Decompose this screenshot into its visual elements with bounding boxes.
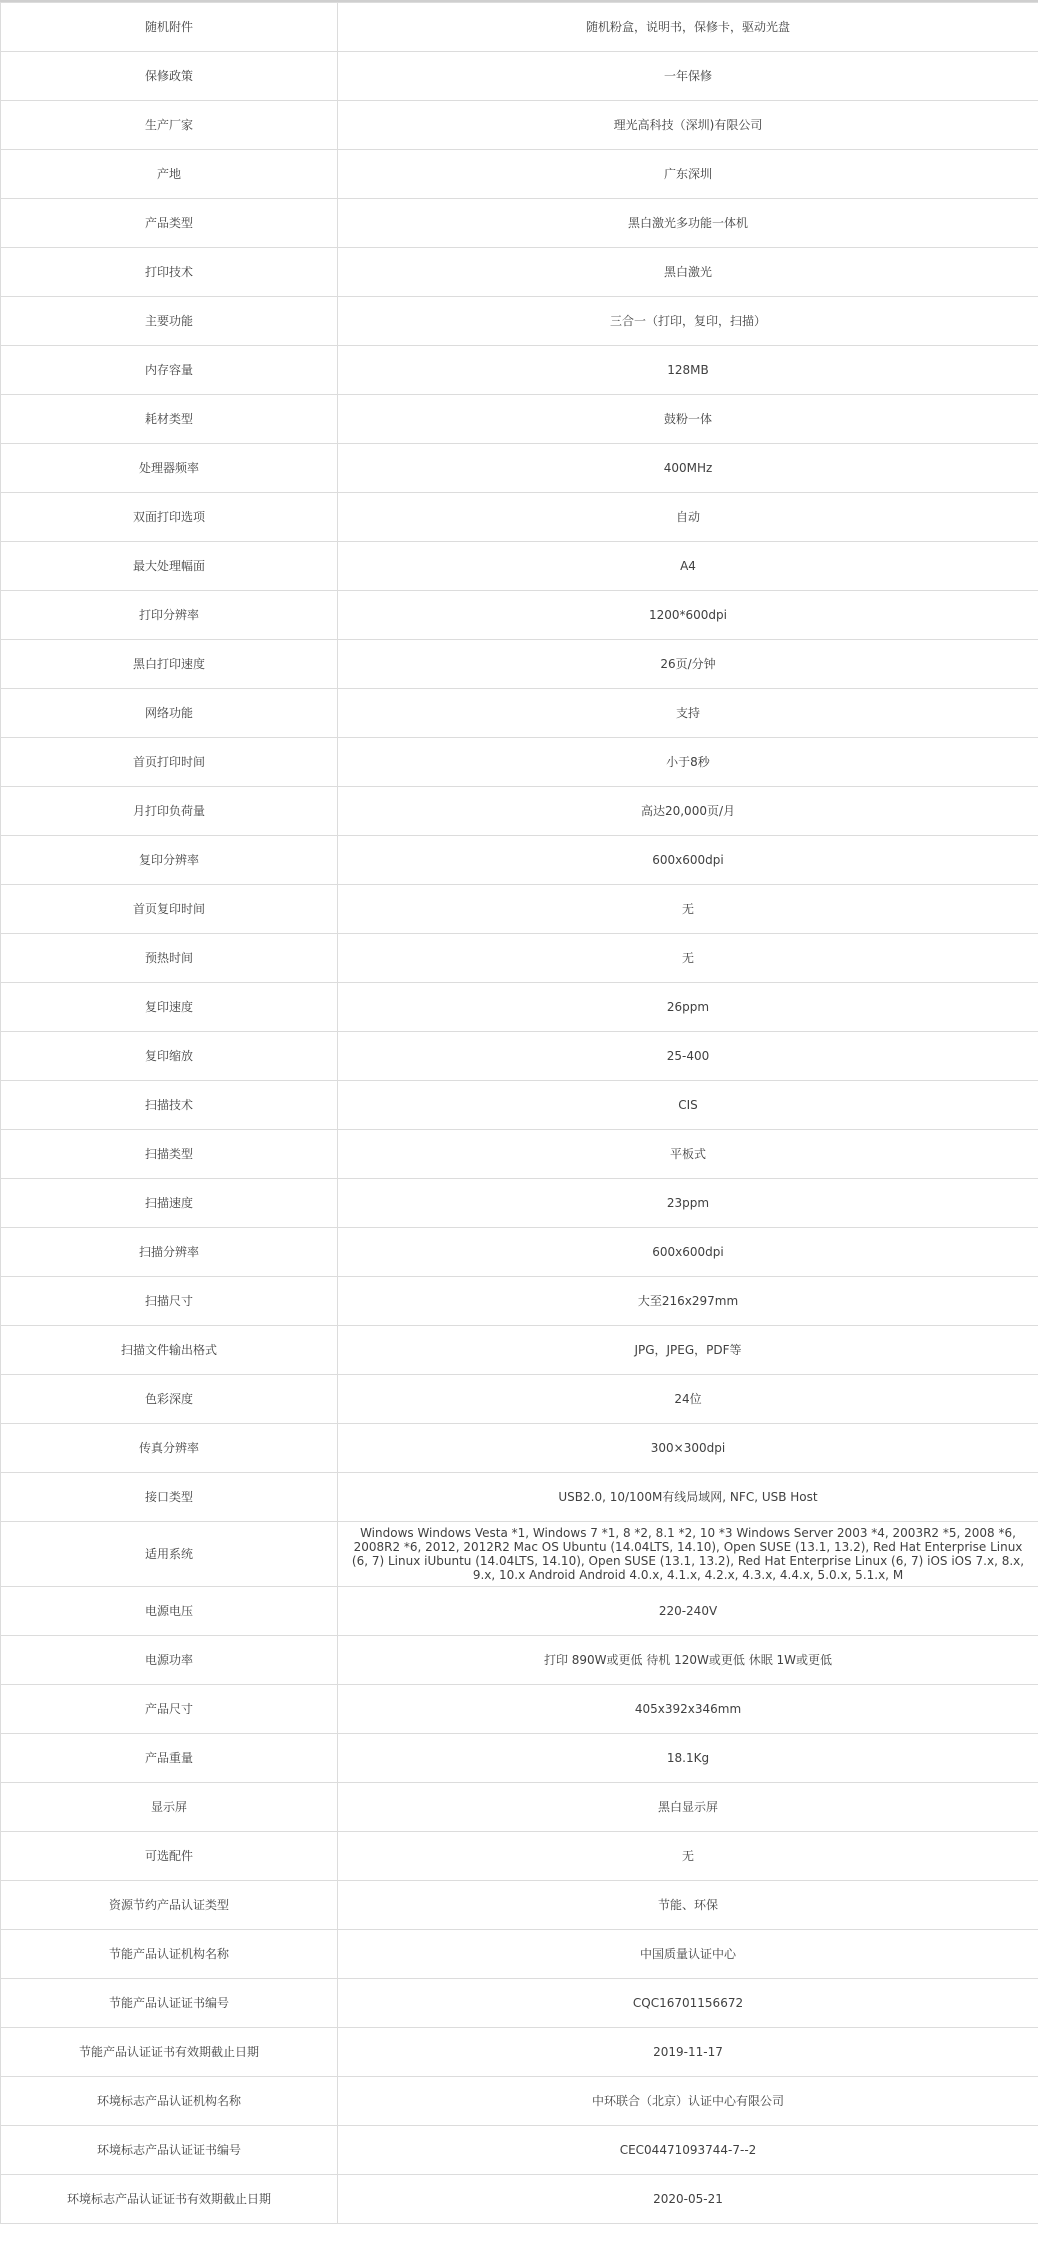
spec-value: 一年保修 (338, 52, 1038, 101)
spec-value: 支持 (338, 689, 1038, 738)
table-row (1, 1881, 1038, 1930)
spec-value: 黑白激光 (338, 248, 1038, 297)
table-row (1, 934, 1038, 983)
table-row (1, 1375, 1038, 1424)
spec-value: 随机粉盒，说明书，保修卡，驱动光盘 (338, 3, 1038, 52)
spec-label: 首页复印时间 (1, 885, 338, 934)
spec-label: 扫描类型 (1, 1130, 338, 1179)
table-row (1, 1522, 1038, 1587)
spec-label: 生产厂家 (1, 101, 338, 150)
spec-label: 电源电压 (1, 1587, 338, 1636)
table-row (1, 1228, 1038, 1277)
table-row (1, 2126, 1038, 2175)
table-row (1, 787, 1038, 836)
spec-value: 广东深圳 (338, 150, 1038, 199)
spec-value: 自动 (338, 493, 1038, 542)
spec-value: 2020-05-21 (338, 2175, 1038, 2224)
spec-label: 节能产品认证证书有效期截止日期 (1, 2028, 338, 2077)
spec-label: 复印分辨率 (1, 836, 338, 885)
spec-value: 18.1Kg (338, 1734, 1038, 1783)
table-row (1, 1636, 1038, 1685)
spec-label: 黑白打印速度 (1, 640, 338, 689)
table-row (1, 1277, 1038, 1326)
table-row (1, 640, 1038, 689)
spec-value: CIS (338, 1081, 1038, 1130)
spec-label: 环境标志产品认证机构名称 (1, 2077, 338, 2126)
table-row (1, 199, 1038, 248)
spec-label: 产地 (1, 150, 338, 199)
spec-label: 资源节约产品认证类型 (1, 1881, 338, 1930)
spec-label: 复印缩放 (1, 1032, 338, 1081)
spec-value: 300×300dpi (338, 1424, 1038, 1473)
spec-value: CEC04471093744-7--2 (338, 2126, 1038, 2175)
spec-value: 高达20,000页/月 (338, 787, 1038, 836)
table-row (1, 1587, 1038, 1636)
spec-value: 平板式 (338, 1130, 1038, 1179)
spec-value: 无 (338, 885, 1038, 934)
spec-label: 环境标志产品认证证书编号 (1, 2126, 338, 2175)
spec-value: 24位 (338, 1375, 1038, 1424)
spec-value: 大至216x297mm (338, 1277, 1038, 1326)
spec-label: 最大处理幅面 (1, 542, 338, 591)
spec-label: 耗材类型 (1, 395, 338, 444)
table-row (1, 2028, 1038, 2077)
table-row (1, 1979, 1038, 2028)
table-row (1, 1032, 1038, 1081)
spec-label: 打印技术 (1, 248, 338, 297)
table-row (1, 1832, 1038, 1881)
table-row (1, 52, 1038, 101)
table-row (1, 689, 1038, 738)
spec-value: 无 (338, 934, 1038, 983)
spec-value: 三合一（打印，复印，扫描） (338, 297, 1038, 346)
spec-value: 小于8秒 (338, 738, 1038, 787)
table-row (1, 2175, 1038, 2224)
spec-label: 预热时间 (1, 934, 338, 983)
spec-value: 23ppm (338, 1179, 1038, 1228)
spec-value: 600x600dpi (338, 1228, 1038, 1277)
spec-label: 复印速度 (1, 983, 338, 1032)
spec-label: 传真分辨率 (1, 1424, 338, 1473)
spec-value: 黑白激光多功能一体机 (338, 199, 1038, 248)
spec-label: 双面打印选项 (1, 493, 338, 542)
spec-label: 打印分辨率 (1, 591, 338, 640)
table-row (1, 1783, 1038, 1832)
spec-value: CQC16701156672 (338, 1979, 1038, 2028)
spec-label: 扫描分辨率 (1, 1228, 338, 1277)
spec-value: 220-240V (338, 1587, 1038, 1636)
table-row (1, 1424, 1038, 1473)
table-row (1, 444, 1038, 493)
spec-value: A4 (338, 542, 1038, 591)
spec-label: 扫描文件输出格式 (1, 1326, 338, 1375)
table-row (1, 297, 1038, 346)
spec-value: 2019-11-17 (338, 2028, 1038, 2077)
table-row (1, 150, 1038, 199)
spec-value: 26ppm (338, 983, 1038, 1032)
table-row (1, 1734, 1038, 1783)
spec-value: 128MB (338, 346, 1038, 395)
table-row (1, 493, 1038, 542)
spec-value: 1200*600dpi (338, 591, 1038, 640)
spec-table (0, 2, 1038, 2224)
table-row (1, 346, 1038, 395)
table-row (1, 1179, 1038, 1228)
spec-label: 节能产品认证机构名称 (1, 1930, 338, 1979)
spec-label: 保修政策 (1, 52, 338, 101)
spec-value: 400MHz (338, 444, 1038, 493)
spec-label: 环境标志产品认证证书有效期截止日期 (1, 2175, 338, 2224)
spec-value: USB2.0, 10/100M有线局域网, NFC, USB Host (338, 1473, 1038, 1522)
spec-label: 产品重量 (1, 1734, 338, 1783)
table-row (1, 542, 1038, 591)
spec-value: 鼓粉一体 (338, 395, 1038, 444)
spec-label: 接口类型 (1, 1473, 338, 1522)
spec-value: 中国质量认证中心 (338, 1930, 1038, 1979)
table-row (1, 1685, 1038, 1734)
spec-label: 月打印负荷量 (1, 787, 338, 836)
spec-value: 405x392x346mm (338, 1685, 1038, 1734)
spec-label: 主要功能 (1, 297, 338, 346)
spec-value: 中环联合（北京）认证中心有限公司 (338, 2077, 1038, 2126)
table-row (1, 248, 1038, 297)
table-row (1, 1930, 1038, 1979)
spec-label: 网络功能 (1, 689, 338, 738)
spec-value: 25-400 (338, 1032, 1038, 1081)
spec-label: 适用系统 (1, 1522, 338, 1587)
table-row (1, 1473, 1038, 1522)
spec-value: 打印 890W或更低 待机 120W或更低 休眠 1W或更低 (338, 1636, 1038, 1685)
spec-value: 理光高科技（深圳)有限公司 (338, 101, 1038, 150)
spec-label: 扫描技术 (1, 1081, 338, 1130)
table-row (1, 1130, 1038, 1179)
spec-label: 产品尺寸 (1, 1685, 338, 1734)
spec-table-body (1, 3, 1038, 2224)
spec-label: 可选配件 (1, 1832, 338, 1881)
table-row (1, 2077, 1038, 2126)
spec-label: 处理器频率 (1, 444, 338, 493)
spec-label: 首页打印时间 (1, 738, 338, 787)
spec-label: 随机附件 (1, 3, 338, 52)
spec-label: 产品类型 (1, 199, 338, 248)
spec-label: 内存容量 (1, 346, 338, 395)
table-row (1, 395, 1038, 444)
spec-value: 600x600dpi (338, 836, 1038, 885)
spec-label: 扫描速度 (1, 1179, 338, 1228)
table-row (1, 983, 1038, 1032)
table-row (1, 591, 1038, 640)
spec-label: 扫描尺寸 (1, 1277, 338, 1326)
spec-label: 节能产品认证证书编号 (1, 1979, 338, 2028)
table-row (1, 1081, 1038, 1130)
spec-label: 色彩深度 (1, 1375, 338, 1424)
table-row (1, 738, 1038, 787)
spec-label: 电源功率 (1, 1636, 338, 1685)
spec-value: 节能、环保 (338, 1881, 1038, 1930)
table-row (1, 885, 1038, 934)
spec-label: 显示屏 (1, 1783, 338, 1832)
spec-value: Windows Windows Vesta *1, Windows 7 *1, 8 *2, 8.1 *2, 10 *3 Windows Server 2003 *4, 2003R2 *5, 2008 *6, 2008R2 *6, 2012, 2012R2 Mac OS Ubuntu (14.04LTS, 14.10), Open SUSE (13.1, 13.2), Red Hat Enterprise Linux (6, 7) Linux iUbuntu (14.04LTS, 14.10), Open SUSE (13.1, 13.2), Red Hat Enterprise Linux (6, 7) iOS iOS 7.x, 8.x, 9.x, 10.x Android Android 4.0.x, 4.1.x, 4.2.x, 4.3.x, 4.4.x, 5.0.x, 5.1.x, M (338, 1522, 1038, 1587)
spec-value: JPG，JPEG，PDF等 (338, 1326, 1038, 1375)
spec-value: 无 (338, 1832, 1038, 1881)
spec-value: 26页/分钟 (338, 640, 1038, 689)
spec-value: 黑白显示屏 (338, 1783, 1038, 1832)
table-row (1, 1326, 1038, 1375)
table-row (1, 3, 1038, 52)
table-row (1, 836, 1038, 885)
table-row (1, 101, 1038, 150)
